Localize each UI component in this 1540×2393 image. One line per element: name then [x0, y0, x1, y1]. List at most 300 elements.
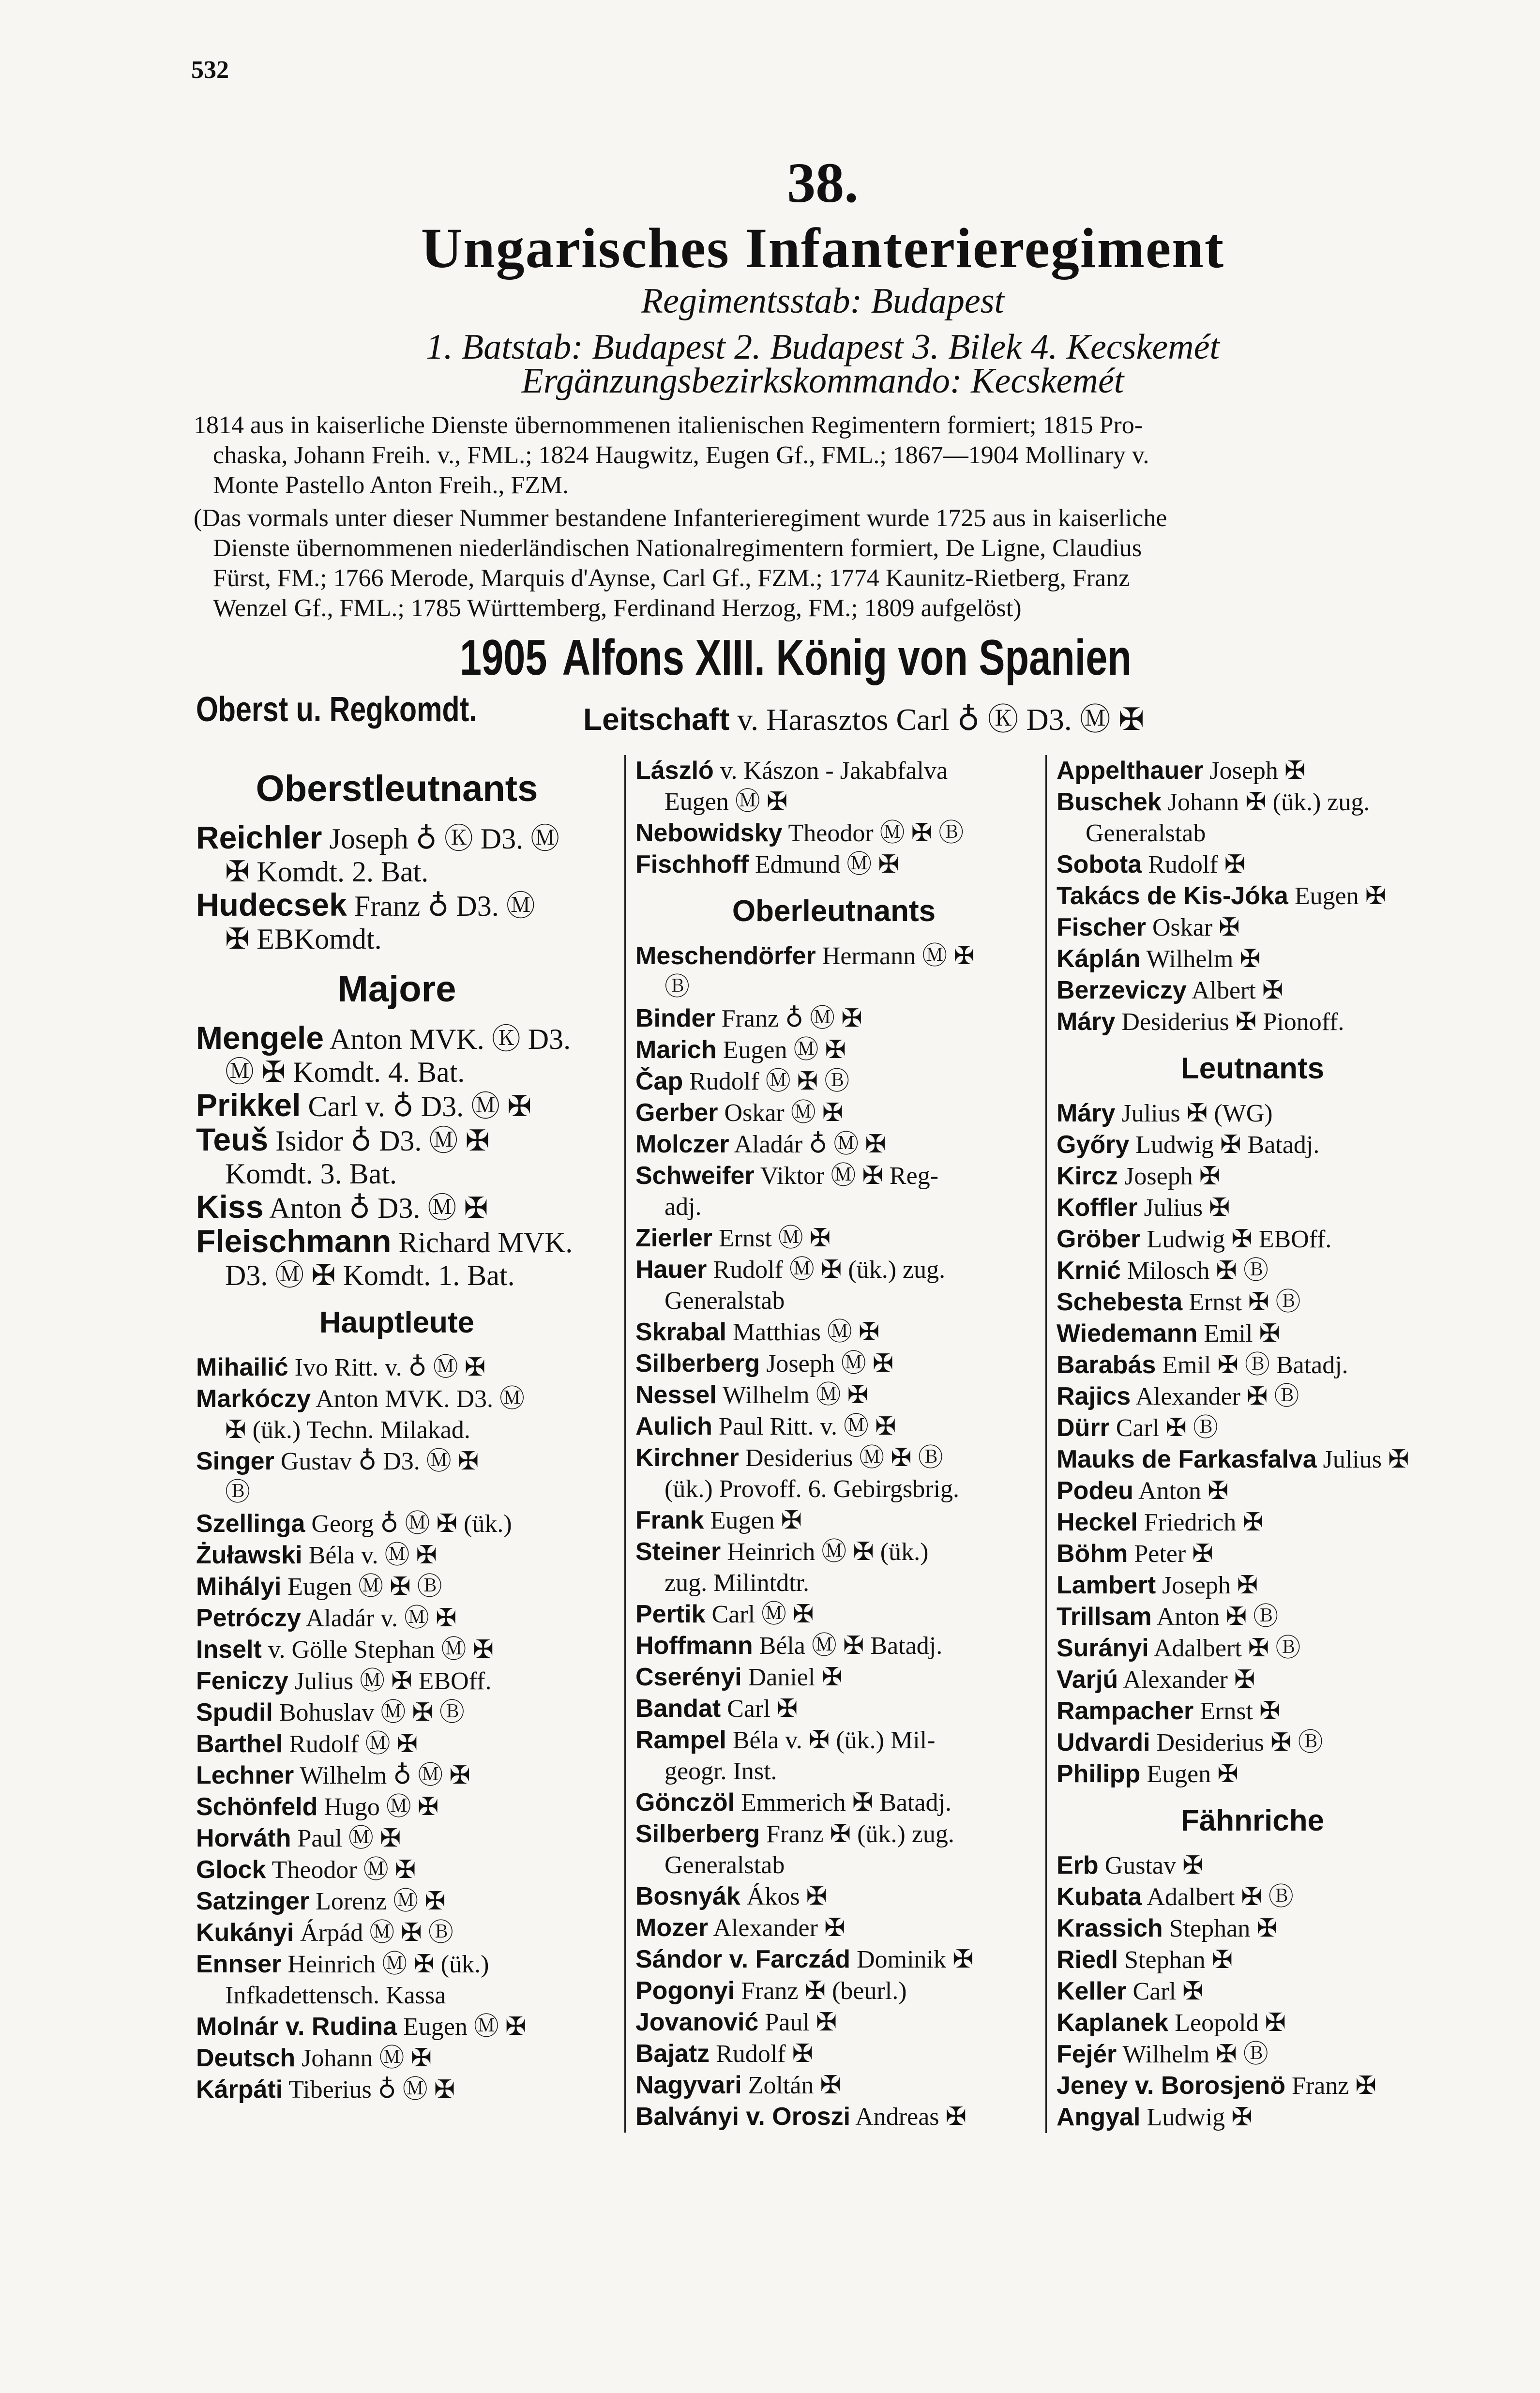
officer-details: Rudolf ✠ [1142, 851, 1246, 878]
roster-entry [635, 1599, 1032, 1630]
officer-surname: Cserényi [635, 1663, 742, 1691]
roster-entry [635, 1034, 1032, 1066]
officer-surname: Nebowidsky [635, 819, 783, 847]
roster-entry [1057, 1727, 1449, 1758]
officer-details: Hugo Ⓜ ✠ [317, 1793, 439, 1821]
officer-surname: Teuš [196, 1121, 269, 1157]
roster-entry [1057, 755, 1449, 787]
officer-surname: Steiner [635, 1538, 721, 1566]
officer-surname: Mozer [635, 1914, 709, 1942]
officer-surname: Heckel [1057, 1508, 1138, 1536]
officer-surname: Lambert [1057, 1571, 1156, 1599]
roster-entry [1057, 1881, 1449, 1913]
officer-surname: Sobota [1057, 850, 1142, 878]
officer-surname: Kárpáti [196, 2075, 283, 2104]
roster-entry [1057, 1475, 1449, 1507]
roster-entry [1057, 1129, 1449, 1161]
officer-details: Milosch ✠ Ⓑ [1120, 1257, 1268, 1285]
officer-surname: Mihályi [196, 1573, 282, 1601]
roster-entry [1057, 1224, 1449, 1255]
officer-details: Carl ✠ [721, 1695, 798, 1723]
officer-surname: Sándor v. Farczád [635, 1945, 851, 1973]
roster-entry [635, 1630, 1032, 1662]
officer-details: Peter ✠ [1128, 1540, 1213, 1568]
roster-entry [635, 1944, 1032, 1975]
officer-surname: Böhm [1057, 1540, 1128, 1568]
officer-surname: Fleischmann [196, 1223, 392, 1259]
roster-entry [635, 1505, 1032, 1536]
officer-surname: Barabás [1057, 1351, 1156, 1379]
roster-entry [1057, 1006, 1449, 1038]
officer-surname: Nagyvari [635, 2071, 742, 2099]
officer-details-continued: Generalstab [664, 1851, 785, 1879]
section-heading: Hauptleute [319, 1306, 475, 1339]
officer-details: Albert ✠ [1186, 977, 1283, 1004]
roster-entry [1057, 1192, 1449, 1224]
roster-entry [196, 1123, 598, 1190]
roster-entry [196, 1508, 598, 1540]
officer-surname: Riedl [1057, 1946, 1118, 1974]
roster-entry [635, 1254, 1032, 1317]
roster-entry [1057, 1570, 1449, 1601]
officer-details: Paul Ritt. v. Ⓜ ✠ [712, 1413, 896, 1440]
officer-surname: Mengele [196, 1020, 324, 1056]
officer-details: Oskar ✠ [1146, 914, 1240, 941]
officer-surname: Kaplanek [1057, 2009, 1169, 2037]
officer-details-continued: D3. Ⓜ ✠ Komdt. 1. Bat. [225, 1259, 515, 1291]
officer-details: Eugen Ⓜ ✠ Ⓑ [281, 1573, 442, 1601]
officer-surname: Silberberg [635, 1349, 760, 1378]
officer-surname: Podeu [1057, 1477, 1133, 1505]
officer-surname: Inselt [196, 1636, 262, 1664]
history-line: chaska, Johann Freih. v., FML.; 1824 Haugwitz, Eugen Gf., FML.; 1867—1904 Mollinary v. [213, 441, 1149, 469]
officer-surname: Kirchner [635, 1444, 739, 1472]
officer-surname: Fejér [1057, 2040, 1117, 2068]
officer-details: Carl v. ♁ D3. Ⓜ ✠ [301, 1090, 532, 1122]
roster-entry [196, 1854, 598, 1886]
officer-details: Julius ✠ [1137, 1194, 1230, 1222]
officer-surname: Horváth [196, 1824, 291, 1852]
officer-details: Alexander ✠ [708, 1914, 845, 1942]
officer-details: Ákos ✠ [740, 1883, 828, 1910]
officer-surname: Koffler [1057, 1194, 1138, 1222]
regiment-title: Ungarisches Infanterieregiment [421, 216, 1225, 280]
officer-surname: Kukányi [196, 1919, 294, 1947]
officer-surname: Marich [635, 1036, 717, 1064]
officer-details: Stephan ✠ [1118, 1946, 1233, 1974]
roster-entry [1057, 975, 1449, 1006]
officer-details: Isidor ♁ D3. Ⓜ ✠ [268, 1125, 490, 1157]
officer-details: Bohuslav Ⓜ ✠ Ⓑ [272, 1699, 465, 1727]
roster-entry [635, 1536, 1032, 1599]
column-3 [1045, 755, 1449, 2133]
officer-details-continued: ✠ Komdt. 2. Bat. [225, 856, 429, 888]
officer-surname: Gröber [1057, 1225, 1141, 1253]
officer-details: Ernst ✠ [1193, 1697, 1281, 1725]
officer-details: Tiberius ♁ Ⓜ ✠ [283, 2076, 455, 2104]
officer-surname: Wiedemann [1057, 1319, 1198, 1348]
officer-details: Dominik ✠ [850, 1946, 974, 1973]
roster-entry [635, 1881, 1032, 1912]
officer-details: Julius ✠ (WG) [1115, 1100, 1273, 1127]
officer-details: Rudolf Ⓜ ✠ [283, 1730, 418, 1758]
officer-surname: Feniczy [196, 1667, 288, 1695]
officer-details: Julius ✠ [1316, 1446, 1409, 1473]
officer-details: Adalbert ✠ Ⓑ [1148, 1635, 1301, 1662]
oberst-label: Oberst u. Regkomdt. [196, 690, 477, 729]
roster-entry [1057, 1098, 1449, 1129]
officer-details: Hermann Ⓜ ✠ [815, 942, 975, 970]
roster-entry [196, 1823, 598, 1854]
roster-entry [196, 2011, 598, 2043]
officer-surname: Krassich [1057, 1914, 1163, 1942]
section-heading: Fähnriche [1180, 1804, 1325, 1837]
officer-details: Joseph ✠ [1156, 1572, 1258, 1599]
officer-details: Anton MVK. Ⓚ D3. [324, 1023, 571, 1055]
officer-details: Joseph ✠ [1203, 757, 1306, 785]
officer-surname: Bandat [635, 1695, 721, 1723]
officer-details: Eugen ✠ [1288, 882, 1387, 910]
officer-surname: Bosnyák [635, 1882, 740, 1910]
officer-details: Desiderius ✠ Ⓑ [1150, 1729, 1323, 1757]
roster-entry [1057, 2070, 1449, 2102]
officer-surname: Mihailić [196, 1353, 288, 1381]
officer-details-continued: Ⓑ [664, 973, 690, 1001]
officer-surname: Barthel [196, 1730, 283, 1758]
officer-surname: Kircz [1057, 1162, 1118, 1190]
officer-surname: Schebesta [1057, 1288, 1183, 1316]
officer-surname: Udvardi [1057, 1728, 1150, 1757]
officer-details: Ivo Ritt. v. ♁ Ⓜ ✠ [288, 1354, 486, 1381]
roster-entry [196, 2043, 598, 2074]
officer-surname: Skrabal [635, 1318, 726, 1346]
regiment-number: 38. [787, 151, 859, 214]
officer-surname: László [635, 757, 714, 785]
section-heading: Oberleutnants [732, 894, 936, 928]
officer-surname: Ennser [196, 1950, 282, 1978]
batstab-line: 1. Batstab: Budapest 2. Budapest 3. Bilek 4. Kecskemét [426, 327, 1220, 367]
officer-surname: Jovanović [635, 2008, 759, 2036]
roster-entry [196, 1446, 598, 1508]
officer-surname: Gönczöl [635, 1788, 735, 1817]
honor-name: Alfons XIII. König von Spanien [562, 630, 1132, 686]
officer-details: Anton ✠ Ⓑ [1151, 1603, 1279, 1631]
officer-surname: Hoffmann [635, 1632, 753, 1660]
officer-surname: Rajics [1057, 1382, 1131, 1410]
officer-details: Wilhelm ♁ Ⓜ ✠ [294, 1762, 470, 1789]
roster-entry [1057, 849, 1449, 880]
officer-surname: Frank [635, 1506, 704, 1534]
roster-entry [635, 849, 1032, 880]
officer-details: Andreas ✠ [850, 2103, 967, 2131]
roster-entry [196, 1190, 598, 1225]
roster-entry [1057, 912, 1449, 943]
ergaenzung-line: Ergänzungsbezirkskommando: Kecskemét [521, 361, 1124, 401]
officer-details: Desiderius Ⓜ ✠ Ⓑ [739, 1444, 943, 1472]
officer-details: Ludwig ✠ EBOff. [1140, 1226, 1332, 1253]
officer-surname: Satzinger [196, 1887, 310, 1915]
officer-surname: Bajatz [635, 2040, 710, 2068]
officer-surname: Čap [635, 1067, 683, 1095]
roster-entry [1057, 1161, 1449, 1192]
roster-entry [635, 1003, 1032, 1034]
officer-surname: Spudil [196, 1698, 273, 1727]
officer-surname: Silberberg [635, 1820, 760, 1848]
officer-surname: Appelthauer [1057, 757, 1204, 785]
officer-details: v. Gölle Stephan Ⓜ ✠ [261, 1636, 494, 1664]
roster-entry [1057, 1381, 1449, 1412]
roster-entry [1057, 1444, 1449, 1475]
roster-entry [635, 1160, 1032, 1223]
officer-details: Rudolf Ⓜ ✠ Ⓑ [683, 1068, 850, 1095]
officer-surname: Rampacher [1057, 1697, 1194, 1725]
officer-details: Johann ✠ (ük.) zug. [1161, 788, 1370, 816]
roster-entry [635, 755, 1032, 818]
roster-entry [1057, 1507, 1449, 1538]
section-heading: Leutnants [1180, 1052, 1325, 1085]
roster-entry [635, 2101, 1032, 2133]
officer-details: Ernst ✠ Ⓑ [1182, 1288, 1301, 1316]
officer-surname: Markóczy [196, 1385, 311, 1413]
officer-surname: Mauks de Farkasfalva [1057, 1445, 1317, 1473]
officer-details: Daniel ✠ [741, 1664, 843, 1691]
officer-details: v. Kászon - Jakabfalva [713, 757, 948, 785]
honorary-colonel [460, 629, 1132, 687]
roster-entry [635, 1066, 1032, 1097]
oberst-name: Leitschaft [583, 702, 730, 737]
officer-details-continued: zug. Milintdtr. [664, 1569, 809, 1597]
officer-surname: Máry [1057, 1008, 1116, 1036]
officer-details: Stephan ✠ [1163, 1915, 1278, 1942]
officer-details: Leopold ✠ [1168, 2009, 1286, 2037]
roster-entry [1057, 1976, 1449, 2007]
officer-details-continued: adj. [664, 1193, 702, 1221]
roster-entry [196, 1917, 598, 1949]
roster-entry [635, 940, 1032, 1003]
officer-surname: Varjú [1057, 1666, 1118, 1694]
officer-details: Heinrich Ⓜ ✠ (ük.) [721, 1538, 929, 1566]
roster-entry [1057, 1696, 1449, 1727]
roster-entry [1057, 1538, 1449, 1570]
history-paragraph-1 [194, 410, 1447, 500]
roster-entry [635, 1725, 1032, 1787]
officer-details: Matthias Ⓜ ✠ [726, 1318, 880, 1346]
officer-details: Eugen ✠ [1140, 1760, 1238, 1788]
officer-details: Joseph Ⓜ ✠ [760, 1350, 894, 1378]
officer-details: Emil ✠ Ⓑ Batadj. [1156, 1351, 1348, 1379]
officer-details: Alexander ✠ Ⓑ [1131, 1383, 1299, 1410]
officer-surname: Aulich [635, 1412, 712, 1440]
roster-entry [196, 1886, 598, 1917]
roster-entry [1057, 943, 1449, 975]
officer-details: Julius Ⓜ ✠ EBOff. [288, 1667, 492, 1695]
roster-entry [635, 818, 1032, 849]
roster-entry [196, 2074, 598, 2105]
officer-details: Rudolf ✠ [710, 2040, 814, 2068]
officer-surname: Angyal [1057, 2103, 1141, 2131]
roster-entry [635, 1317, 1032, 1348]
roster-entry [196, 1571, 598, 1603]
history-paragraph-2 [194, 503, 1447, 623]
roster-entry [1057, 1287, 1449, 1318]
roster-entry [635, 1348, 1032, 1379]
officer-details-continued: Generalstab [664, 1287, 785, 1315]
officer-surname: Erb [1057, 1851, 1099, 1879]
roster-entry [1057, 2039, 1449, 2070]
officer-details: Edmund Ⓜ ✠ [748, 851, 899, 878]
roster-entry [1057, 1850, 1449, 1881]
officer-details: Anton ✠ [1133, 1477, 1229, 1505]
roster-entry [1057, 1318, 1449, 1349]
officer-details-continued: Generalstab [1086, 819, 1206, 847]
officer-details: Lorenz Ⓜ ✠ [309, 1888, 446, 1915]
officer-surname: Deutsch [196, 2044, 296, 2072]
officer-surname: Meschendörfer [635, 942, 816, 970]
officer-surname: Győry [1057, 1131, 1130, 1159]
officer-surname: Fischhoff [635, 850, 749, 878]
officer-surname: Hudecsek [196, 887, 347, 923]
officer-details: Emmerich ✠ Batadj. [735, 1789, 951, 1817]
roster-entry [196, 1089, 598, 1123]
section-heading: Oberstleutnants [256, 768, 538, 809]
officer-details-continued: Ⓑ [225, 1479, 251, 1506]
officer-details: Aladár v. Ⓜ ✠ [301, 1605, 457, 1632]
section-heading: Majore [337, 969, 456, 1010]
officer-surname: Káplán [1057, 945, 1141, 973]
roster-entry [635, 1912, 1032, 1944]
officer-details: Zoltán ✠ [741, 2072, 841, 2099]
officer-details-continued: Eugen Ⓜ ✠ [664, 788, 788, 816]
roster-entry [196, 1791, 598, 1823]
roster-entry [1057, 787, 1449, 849]
officer-details: Emil ✠ [1197, 1320, 1281, 1348]
roster-entry [1057, 1758, 1449, 1790]
oberst-rest: v. Harasztos Carl ♁ Ⓚ D3. Ⓜ ✠ [729, 702, 1145, 737]
officer-details: Eugen Ⓜ ✠ [397, 2013, 527, 2041]
officer-details-continued: geogr. Inst. [664, 1757, 777, 1785]
officer-details: Aladár ♁ Ⓜ ✠ [729, 1131, 886, 1158]
roster-entry [635, 2038, 1032, 2070]
roster-entry [196, 1383, 598, 1446]
officer-details: Carl Ⓜ ✠ [705, 1601, 814, 1628]
officer-surname: Petróczy [196, 1604, 301, 1632]
officer-surname: Schönfeld [196, 1793, 318, 1821]
officer-details: Richard MVK. [391, 1227, 573, 1258]
officer-surname: Trillsam [1057, 1603, 1152, 1631]
roster-entry [1057, 1664, 1449, 1696]
officer-details: Rudolf Ⓜ ✠ (ük.) zug. [707, 1256, 946, 1284]
officer-details: Heinrich Ⓜ ✠ (ük.) [281, 1951, 489, 1978]
officer-surname: Schweifer [635, 1162, 755, 1190]
officer-details: Adalbert ✠ Ⓑ [1142, 1883, 1294, 1911]
roster-entry [635, 1223, 1032, 1254]
officer-surname: Nessel [635, 1381, 717, 1409]
roster-entry [196, 1666, 598, 1697]
officer-details-continued: Infkadettensch. Kassa [225, 1982, 446, 2009]
officer-surname: Pertik [635, 1600, 706, 1628]
roster-entry [1057, 1349, 1449, 1381]
officer-details: Anton MVK. D3. Ⓜ [311, 1385, 525, 1413]
officer-details: Desiderius ✠ Pionoff. [1115, 1008, 1344, 1036]
officer-surname: Szellinga [196, 1510, 305, 1538]
officer-details: Wilhelm ✠ Ⓑ [1117, 2041, 1268, 2068]
roster-entry [196, 1634, 598, 1666]
officer-surname: Hauer [635, 1256, 707, 1284]
roster-entry [1057, 880, 1449, 912]
officer-surname: Singer [196, 1447, 274, 1475]
officer-details-continued: Ⓜ ✠ Komdt. 4. Bat. [225, 1056, 465, 1088]
roster-entry [196, 1352, 598, 1383]
roster-entry [635, 1379, 1032, 1411]
officer-details: Paul ✠ [758, 2009, 837, 2036]
officer-surname: Reichler [196, 819, 322, 855]
history-line: Dienste übernommenen niederländischen Nationalregimentern formiert, De Ligne, Claudius [213, 534, 1142, 562]
officer-surname: Glock [196, 1856, 266, 1884]
officer-details: Ludwig ✠ [1140, 2104, 1253, 2131]
officer-details: Alexander ✠ [1118, 1666, 1255, 1694]
roster-entry [196, 1225, 598, 1292]
officer-details: Ernst Ⓜ ✠ [712, 1225, 831, 1252]
officer-details: Paul Ⓜ ✠ [291, 1825, 401, 1852]
page-number: 532 [191, 56, 229, 84]
officer-details: Eugen ✠ [704, 1507, 802, 1534]
roster-entry [196, 1021, 598, 1089]
officer-surname: Prikkel [196, 1087, 301, 1123]
roster-entry [1057, 1255, 1449, 1287]
officer-details: Béla v. Ⓜ ✠ [302, 1542, 438, 1569]
roster-entry [635, 2007, 1032, 2038]
officer-surname: Takács de Kis-Jóka [1057, 882, 1288, 910]
column-1 [196, 755, 598, 2105]
officer-surname: Gerber [635, 1099, 718, 1127]
officer-surname: Fischer [1057, 913, 1146, 941]
history-line: Fürst, FM.; 1766 Merode, Marquis d'Aynse, Carl Gf., FZM.; 1774 Kaunitz-Rietberg, Franz [213, 564, 1130, 592]
officer-surname: Molczer [635, 1130, 729, 1158]
roster-entry [635, 1975, 1032, 2007]
roster-entry [196, 1540, 598, 1571]
roster-entry [1057, 1944, 1449, 1976]
history-line: Monte Pastello Anton Freih., FZM. [213, 471, 569, 499]
officer-surname: Máry [1057, 1099, 1116, 1127]
officer-details: Eugen Ⓜ ✠ [716, 1036, 846, 1064]
officer-details: Carl ✠ [1126, 1978, 1204, 2005]
officer-details: Béla v. ✠ (ük.) Mil- [726, 1727, 936, 1754]
officer-details: Wilhelm Ⓜ ✠ [716, 1381, 869, 1409]
officer-surname: Jeney v. Borosjenö [1057, 2072, 1285, 2100]
staff-line: Regimentsstab: Budapest [641, 281, 1005, 321]
roster-entry [196, 1728, 598, 1760]
officer-details-continued: ✠ (ük.) Techn. Milakad. [225, 1416, 470, 1444]
officer-details: Franz ✠ (beurl.) [735, 1977, 907, 2005]
officer-surname: Lechner [196, 1761, 294, 1789]
roster-entry [1057, 2102, 1449, 2133]
roster-entry [196, 1603, 598, 1634]
officer-details: Viktor Ⓜ ✠ Reg- [754, 1162, 939, 1190]
roster-entry [1057, 1412, 1449, 1444]
roster-entry [635, 1129, 1032, 1160]
officer-details: Franz ♁ D3. Ⓜ [347, 890, 535, 922]
roster-entry [1057, 2007, 1449, 2039]
officer-details: Oskar Ⓜ ✠ [718, 1099, 844, 1127]
officer-surname: Balványi v. Oroszi [635, 2103, 851, 2131]
officer-surname: Surányi [1057, 1634, 1149, 1662]
officer-details-continued: (ük.) Provoff. 6. Gebirgsbrig. [664, 1475, 960, 1503]
history-line: Wenzel Gf., FML.; 1785 Württemberg, Ferdinand Herzog, FM.; 1809 aufgelöst) [213, 594, 1022, 622]
history-line: 1814 aus in kaiserliche Dienste übernommenen italienischen Regimentern formiert; 1815 Pro- [194, 411, 1143, 439]
officer-details: Wilhelm ✠ [1140, 945, 1261, 973]
officer-surname: Binder [635, 1004, 715, 1032]
officer-details: Béla Ⓜ ✠ Batadj. [753, 1632, 943, 1660]
